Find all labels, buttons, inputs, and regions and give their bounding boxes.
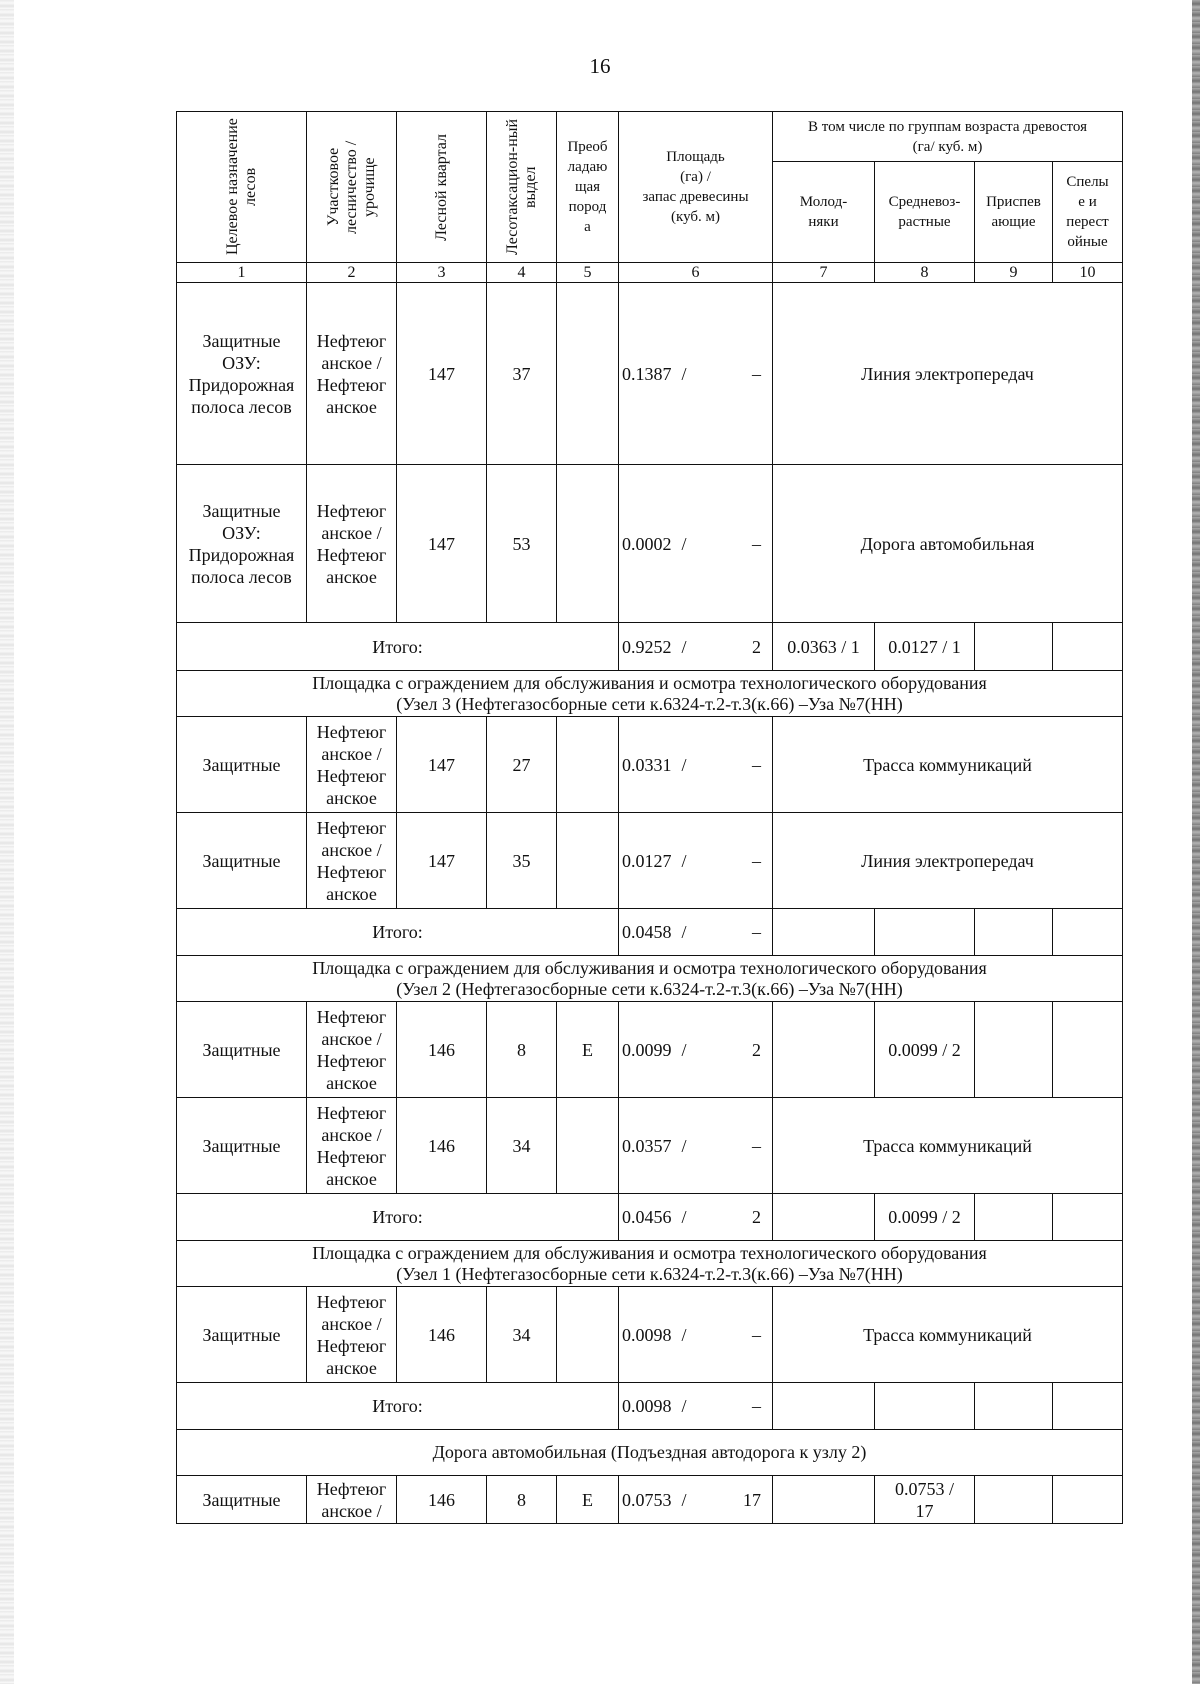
stock-value: 2 [752,636,761,657]
header-species-line: щая [574,179,601,195]
area-slash: / [681,1396,687,1416]
header-purpose [177,112,307,263]
header-area-line: запас древесины [642,189,749,205]
section-row [177,956,1123,1002]
area-slash: / [681,850,687,871]
stock-value: – [752,754,761,775]
cell-area [619,909,773,956]
cell-allotment: 8 [487,1002,557,1098]
cell-area [619,1476,773,1524]
cell-quarter: 146 [397,1002,487,1098]
table-row [177,465,1123,623]
column-numbers-row [177,263,1123,283]
cell-purpose [177,283,307,465]
cell-area [619,1194,773,1241]
cell-middle: 0.0099 / 2 [875,1194,975,1241]
header-premature-line: ающие [991,214,1036,231]
cell-species: Е [557,1476,619,1524]
cell-line: анское / [321,743,382,764]
cell-quarter: 147 [397,717,487,813]
cell-allotment: 34 [487,1287,557,1383]
cell-premature [975,1476,1053,1524]
cell-forestry [307,1002,397,1098]
section-title-line: (Узел 2 (Нефтегазосборные сети к.6324-т.2-т.3(к.66) –Уза №7(НН) [396,978,903,999]
stock-value: – [752,1396,761,1416]
column-number: 8 [875,263,975,283]
section-title-line: (Узел 1 (Нефтегазосборные сети к.6324-т.2-т.3(к.66) –Уза №7(НН) [396,1263,903,1284]
header-age-groups-line: (га/ куб. м) [912,138,983,155]
cell-line: Нефтеюг [316,1335,387,1356]
table-row [177,283,1123,465]
area-slash: / [681,363,687,384]
cell-forestry [307,1287,397,1383]
cell-middle: 0.0127 / 1 [875,623,975,671]
header-mature-line: е и [1078,194,1097,211]
header-area-line: Площадь [666,149,725,165]
cell-line: анское [326,1168,377,1189]
cell-line: Нефтеюг [316,721,387,742]
cell-young [773,909,875,956]
header-quarter-text: Лесной квартал [432,133,450,241]
section-title-line: Площадка с ограждением для обслуживания и осмотра технологического оборудования [312,957,987,978]
cell-line: анское [326,787,377,808]
total-row [177,623,1123,671]
section-title-line: (Узел 3 (Нефтегазосборные сети к.6324-т.2-т.3(к.66) –Уза №7(НН) [396,693,903,714]
cell-species [557,813,619,909]
stock-value: 2 [752,1207,761,1227]
cell-line: Нефтеюг [316,1146,387,1167]
area-slash: / [681,754,687,775]
area-slash: / [681,1039,687,1060]
cell-line: 17 [915,1500,934,1521]
section-title-line: Площадка с ограждением для обслуживания и осмотра технологического оборудования [312,672,987,693]
header-row [177,112,1123,162]
header-forestry [307,112,397,263]
cell-middle [875,909,975,956]
stock-value: – [752,850,761,871]
cell-line: ОЗУ: [222,522,261,543]
cell-middle: 0.0099 / 2 [875,1002,975,1098]
cell-area [619,1002,773,1098]
column-number: 5 [557,263,619,283]
cell-note: Трасса коммуникаций [773,1098,1123,1194]
cell-line: анское / [321,352,382,373]
header-quarter [397,112,487,263]
cell-line: Нефтеюг [316,500,387,521]
cell-young [773,1002,875,1098]
cell-species [557,465,619,623]
cell-line: Нефтеюг [316,1291,387,1312]
header-middle-aged [875,162,975,263]
header-purpose-text: Целевое назначение лесов [223,118,259,256]
header-allotment-text: Лесотаксацион-ный выдел [503,118,539,256]
cell-line: анское [326,1357,377,1378]
cell-note: Линия электропередач [773,813,1123,909]
table-row [177,1098,1123,1194]
section-row [177,1241,1123,1287]
area-slash: / [681,1324,687,1345]
cell-line: анское [326,396,377,417]
cell-line: Нефтеюг [316,817,387,838]
header-species-line: ладаю [567,159,608,175]
cell-line: анское / [321,1028,382,1049]
cell-purpose: Защитные [177,1002,307,1098]
cell-species: Е [557,1002,619,1098]
header-allotment [487,112,557,263]
cell-young [773,1383,875,1430]
cell-line: анское [326,883,377,904]
total-label: Итого: [177,1383,619,1430]
cell-line: Защитные [202,500,281,521]
cell-species [557,1098,619,1194]
header-young-line: няки [808,214,839,231]
cell-area [619,283,773,465]
cell-area [619,1287,773,1383]
table-row [177,1476,1123,1524]
cell-line: ОЗУ: [222,352,261,373]
cell-quarter: 147 [397,283,487,465]
cell-mature [1053,1476,1123,1524]
cell-line: анское / [321,522,382,543]
column-number: 4 [487,263,557,283]
area-slash: / [681,1489,687,1510]
cell-line: Придорожная [188,374,295,395]
column-number: 7 [773,263,875,283]
cell-allotment: 34 [487,1098,557,1194]
stock-value: 17 [743,1489,761,1510]
cell-species [557,283,619,465]
area-value: 0.0002 [622,533,672,554]
header-premature-line: Приспев [986,194,1041,211]
cell-forestry [307,1098,397,1194]
area-slash: / [681,1207,687,1227]
area-slash: / [681,1135,687,1156]
header-mature-line: перест [1066,214,1109,231]
section-row [177,671,1123,717]
table-row [177,1287,1123,1383]
cell-area [619,1098,773,1194]
total-label: Итого: [177,623,619,671]
cell-allotment: 8 [487,1476,557,1524]
cell-premature [975,1383,1053,1430]
cell-purpose: Защитные [177,1098,307,1194]
cell-line: Нефтеюг [316,544,387,565]
cell-allotment: 37 [487,283,557,465]
header-forestry-text: Участковое лесничество / урочище [324,140,378,234]
header-age-groups [773,112,1123,162]
total-label: Итого: [177,909,619,956]
area-value: 0.0127 [622,850,672,871]
cell-note: Дорога автомобильная [773,465,1123,623]
table-row [177,1002,1123,1098]
cell-purpose: Защитные [177,717,307,813]
column-number: 9 [975,263,1053,283]
cell-line: Нефтеюг [316,1102,387,1123]
header-area-line: (куб. м) [671,209,720,225]
stock-value: – [752,922,761,942]
section-title [177,1241,1123,1287]
header-mature [1053,162,1123,263]
table-row [177,717,1123,813]
header-middle-line: Средневоз- [888,194,961,211]
header-area-line: (га) / [680,169,711,185]
stock-value: 2 [752,1039,761,1060]
area-value: 0.1387 [622,363,672,384]
total-label: Итого: [177,1194,619,1241]
area-slash: / [681,636,687,657]
cell-line: 0.0753 / [894,1478,954,1499]
cell-mature [1053,1383,1123,1430]
cell-line: анское / [321,1500,382,1521]
header-mature-line: Спелы [1066,174,1109,191]
cell-line: Нефтеюг [316,861,387,882]
header-middle-line: растные [898,214,951,231]
cell-forestry [307,813,397,909]
cell-young: 0.0363 / 1 [773,623,875,671]
area-value: 0.0357 [622,1135,672,1156]
section-title [177,671,1123,717]
cell-line: полоса лесов [191,396,292,417]
section-title-line: Площадка с ограждением для обслуживания и осмотра технологического оборудования [312,1242,987,1263]
cell-forestry [307,283,397,465]
cell-line: Придорожная [188,544,295,565]
header-area [619,112,773,263]
cell-line: анское / [321,839,382,860]
total-row [177,909,1123,956]
header-species [557,112,619,263]
cell-line: анское [326,1072,377,1093]
total-row [177,1194,1123,1241]
cell-purpose: Защитные [177,1476,307,1524]
cell-mature [1053,623,1123,671]
total-row [177,1383,1123,1430]
header-young [773,162,875,263]
section-row [177,1430,1123,1476]
header-species-line: Преоб [567,139,608,155]
column-number: 6 [619,263,773,283]
stock-value: – [752,363,761,384]
header-age-groups-line: В том числе по группам возраста древостоя [808,118,1088,135]
cell-line: анское / [321,1124,382,1145]
cell-line: Нефтеюг [316,1478,387,1499]
table-row [177,813,1123,909]
cell-purpose: Защитные [177,1287,307,1383]
area-value: 0.9252 [622,636,672,657]
area-value: 0.0331 [622,754,672,775]
cell-line: Нефтеюг [316,1050,387,1071]
cell-middle [875,1383,975,1430]
stock-value: – [752,1324,761,1345]
page-number: 16 [589,54,611,78]
cell-premature [975,623,1053,671]
area-slash: / [681,922,687,942]
cell-mature [1053,1194,1123,1241]
forest-plots-table [176,111,1123,1524]
cell-forestry [307,465,397,623]
section-title [177,956,1123,1002]
cell-allotment: 35 [487,813,557,909]
area-value: 0.0753 [622,1489,672,1510]
area-value: 0.0458 [622,922,672,942]
cell-premature [975,909,1053,956]
header-young-line: Молод- [799,194,848,211]
cell-area [619,813,773,909]
cell-allotment: 53 [487,465,557,623]
cell-forestry [307,717,397,813]
stock-value: – [752,1135,761,1156]
cell-line: анское / [321,1313,382,1334]
cell-quarter: 146 [397,1476,487,1524]
cell-mature [1053,1002,1123,1098]
column-number: 10 [1053,263,1123,283]
cell-species [557,717,619,813]
cell-area [619,717,773,813]
column-number: 3 [397,263,487,283]
cell-quarter: 147 [397,465,487,623]
area-value: 0.0456 [622,1207,672,1227]
cell-line: полоса лесов [191,566,292,587]
area-value: 0.0099 [622,1039,672,1060]
cell-species [557,1287,619,1383]
cell-area [619,1383,773,1430]
cell-purpose: Защитные [177,813,307,909]
cell-young [773,1194,875,1241]
cell-quarter: 146 [397,1098,487,1194]
header-premature [975,162,1053,263]
scan-edge-right [1192,0,1200,1684]
cell-mature [1053,909,1123,956]
cell-quarter: 146 [397,1287,487,1383]
cell-line: анское [326,566,377,587]
column-number: 2 [307,263,397,283]
cell-area [619,465,773,623]
cell-purpose [177,465,307,623]
cell-area [619,623,773,671]
stock-value: – [752,533,761,554]
header-species-line: а [584,219,591,235]
cell-line: Нефтеюг [316,330,387,351]
cell-line: Защитные [202,330,281,351]
cell-line: Нефтеюг [316,1006,387,1027]
column-number: 1 [177,263,307,283]
cell-note: Трасса коммуникаций [773,1287,1123,1383]
cell-allotment: 27 [487,717,557,813]
header-mature-line: ойные [1067,234,1108,251]
cell-note: Линия электропередач [773,283,1123,465]
area-value: 0.0098 [622,1324,672,1345]
cell-young [773,1476,875,1524]
area-value: 0.0098 [622,1396,672,1416]
cell-premature [975,1002,1053,1098]
cell-premature [975,1194,1053,1241]
scan-edge-left [0,0,14,1684]
section-title: Дорога автомобильная (Подъездная автодорога к узлу 2) [177,1430,1123,1476]
area-slash: / [681,533,687,554]
header-species-line: пород [568,199,607,215]
cell-note: Трасса коммуникаций [773,717,1123,813]
cell-forestry [307,1476,397,1524]
cell-line: Нефтеюг [316,765,387,786]
cell-line: Нефтеюг [316,374,387,395]
cell-middle [875,1476,975,1524]
cell-quarter: 147 [397,813,487,909]
